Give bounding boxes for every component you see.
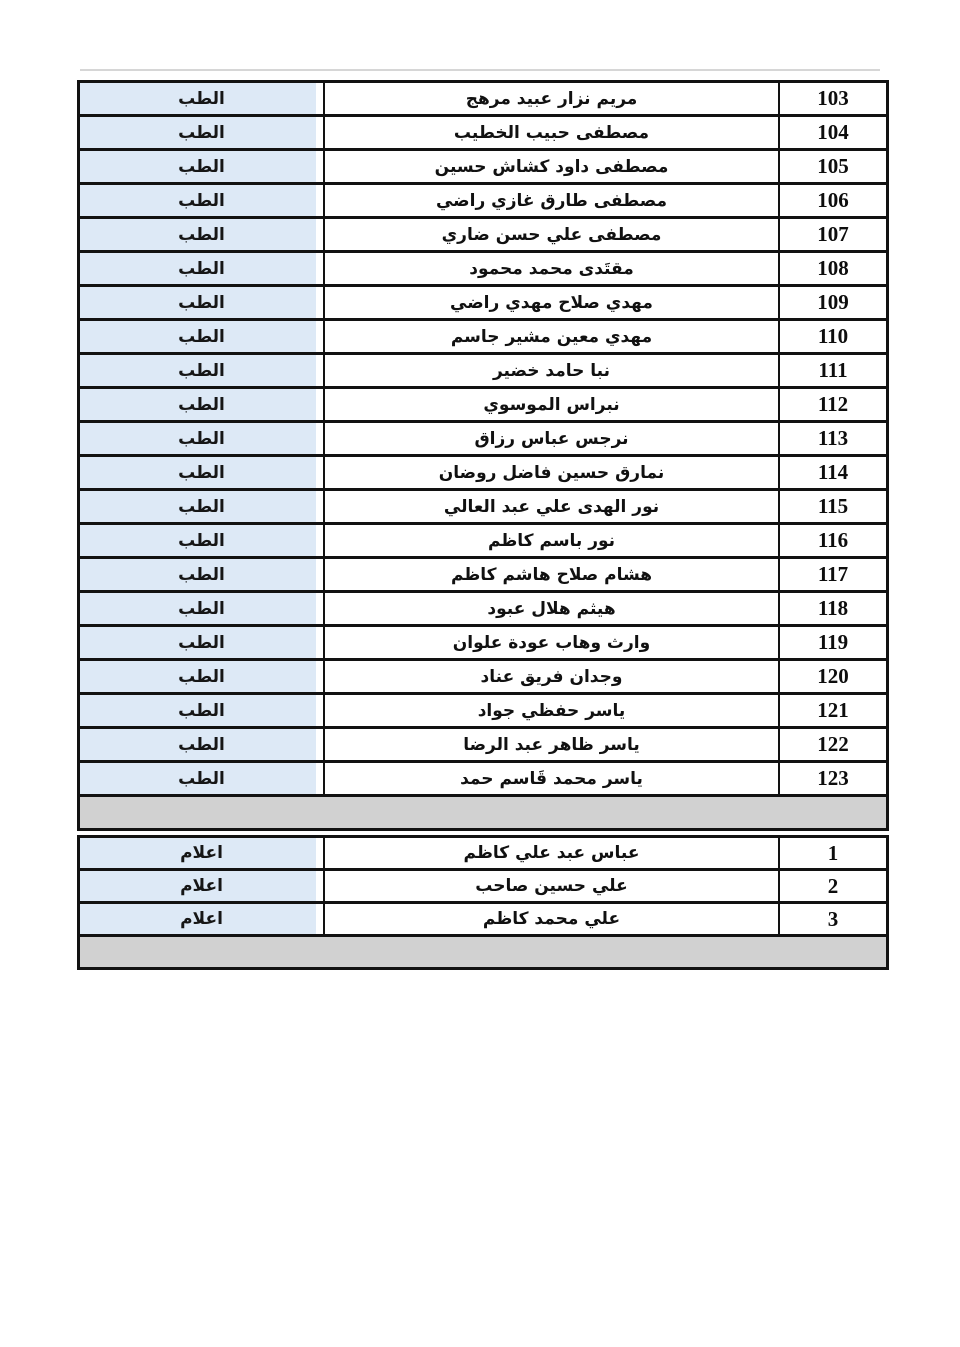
- table-row: [80, 726, 886, 760]
- row-department-cell: الطب: [80, 219, 323, 250]
- row-name-cell: ياسر محمد قَاسم حمد: [323, 763, 780, 794]
- row-name-cell: مصطفى داود كشاش حسين: [323, 151, 780, 182]
- row-number-cell: 3: [827, 906, 839, 931]
- table-row: [80, 182, 886, 216]
- row-number-cell: 112: [817, 392, 849, 416]
- table-row: [80, 868, 886, 901]
- row-name-cell: ياسر حفظي جواد: [323, 695, 780, 726]
- row-department-cell: الطب: [80, 287, 323, 318]
- row-department-cell: الطب: [80, 559, 323, 590]
- row-number-cell: 110: [817, 324, 849, 348]
- table-row: [80, 284, 886, 318]
- row-department-cell: الطب: [80, 185, 323, 216]
- row-department-cell: الطب: [80, 661, 323, 692]
- row-name-cell: مصطفى علي حسن ضاري: [323, 219, 780, 250]
- row-department-cell: الطب: [80, 117, 323, 148]
- row-number-cell: 107: [817, 222, 849, 246]
- row-number-cell: 106: [817, 188, 849, 212]
- row-name-cell: ياسر ظاهر عبد الرضا: [323, 729, 780, 760]
- table-row: [80, 658, 886, 692]
- table-row: [80, 590, 886, 624]
- row-number-cell: 118: [817, 596, 849, 620]
- row-number-cell: 120: [817, 664, 849, 688]
- row-department-cell: اعلام: [80, 871, 323, 901]
- row-number-cell: 104: [817, 120, 849, 144]
- row-number-cell: 111: [818, 358, 848, 382]
- table-row: [80, 114, 886, 148]
- row-name-cell: مصطفى طارق غازي راضي: [323, 185, 780, 216]
- medicine-table: [77, 80, 889, 831]
- table-row: [80, 216, 886, 250]
- row-name-cell: نور باسم كاظم: [323, 525, 780, 556]
- row-department-cell: الطب: [80, 253, 323, 284]
- row-department-cell: الطب: [80, 83, 323, 114]
- table-row: [80, 488, 886, 522]
- row-department-cell: الطب: [80, 695, 323, 726]
- row-number-cell: 123: [817, 766, 849, 790]
- table-row: [80, 250, 886, 284]
- row-department-cell: الطب: [80, 321, 323, 352]
- row-number-cell: 119: [817, 630, 849, 654]
- row-number-cell: 114: [817, 460, 849, 484]
- row-department-cell: الطب: [80, 389, 323, 420]
- scan-artifact-line: [80, 69, 880, 71]
- table-row: [80, 148, 886, 182]
- row-name-cell: مهدي معين مشير جاسم: [323, 321, 780, 352]
- row-number-cell: 122: [817, 732, 849, 756]
- row-name-cell: وارث وهاب عودة علوان: [323, 627, 780, 658]
- row-number-cell: 105: [817, 154, 849, 178]
- table-row: [80, 352, 886, 386]
- row-name-cell: نمارق حسين فاضل روضان: [323, 457, 780, 488]
- row-number-cell: 103: [817, 86, 849, 110]
- row-department-cell: اعلام: [80, 838, 323, 868]
- table-row: [80, 556, 886, 590]
- table-row: [80, 760, 886, 794]
- row-department-cell: الطب: [80, 151, 323, 182]
- table-row: [80, 454, 886, 488]
- row-number-cell: 1: [827, 840, 839, 865]
- media-table: [77, 835, 889, 970]
- row-department-cell: الطب: [80, 355, 323, 386]
- row-number-cell: 113: [817, 426, 849, 450]
- row-name-cell: مهدي صلاح مهدي راضي: [323, 287, 780, 318]
- table-row: [80, 420, 886, 454]
- table-row: [80, 624, 886, 658]
- row-number-cell: 108: [817, 256, 849, 280]
- row-name-cell: هيثم هلال عبود: [323, 593, 780, 624]
- row-name-cell: علي محمد كاظم: [323, 904, 780, 934]
- row-number-cell: 115: [817, 494, 849, 518]
- row-name-cell: نبا حامد خضير: [323, 355, 780, 386]
- row-name-cell: علي حسين صاحب: [323, 871, 780, 901]
- row-department-cell: الطب: [80, 627, 323, 658]
- row-number-cell: 109: [817, 290, 849, 314]
- table-row: [80, 83, 886, 114]
- row-department-cell: الطب: [80, 525, 323, 556]
- row-number-cell: 117: [817, 562, 849, 586]
- row-department-cell: الطب: [80, 729, 323, 760]
- row-name-cell: هشام صلاح هاشم كاظم: [323, 559, 780, 590]
- row-number-cell: 121: [817, 698, 849, 722]
- table-row: [80, 386, 886, 420]
- separator-row: [80, 934, 886, 967]
- student-list-tables: [77, 80, 889, 974]
- row-name-cell: وجدان فريق عناد: [323, 661, 780, 692]
- table-row: [80, 318, 886, 352]
- table-row: [80, 692, 886, 726]
- row-name-cell: نور الهدى علي عبد العالي: [323, 491, 780, 522]
- table-row: [80, 522, 886, 556]
- table-row: [80, 838, 886, 868]
- row-name-cell: مصطفى حبيب الخطيب: [323, 117, 780, 148]
- row-department-cell: الطب: [80, 593, 323, 624]
- row-number-cell: 2: [827, 873, 839, 898]
- row-department-cell: الطب: [80, 423, 323, 454]
- table-row: [80, 901, 886, 934]
- row-name-cell: نبراس الموسوي: [323, 389, 780, 420]
- row-name-cell: عباس عبد علي كاظم: [323, 838, 780, 868]
- row-department-cell: الطب: [80, 763, 323, 794]
- row-department-cell: اعلام: [80, 904, 323, 934]
- separator-row: [80, 794, 886, 828]
- row-department-cell: الطب: [80, 457, 323, 488]
- row-name-cell: نرجس عباس رزاق: [323, 423, 780, 454]
- row-number-cell: 116: [817, 528, 849, 552]
- row-name-cell: مريم نزار عبيد مرهج: [323, 83, 780, 114]
- row-name-cell: مقتَدى محمد محمود: [323, 253, 780, 284]
- row-department-cell: الطب: [80, 491, 323, 522]
